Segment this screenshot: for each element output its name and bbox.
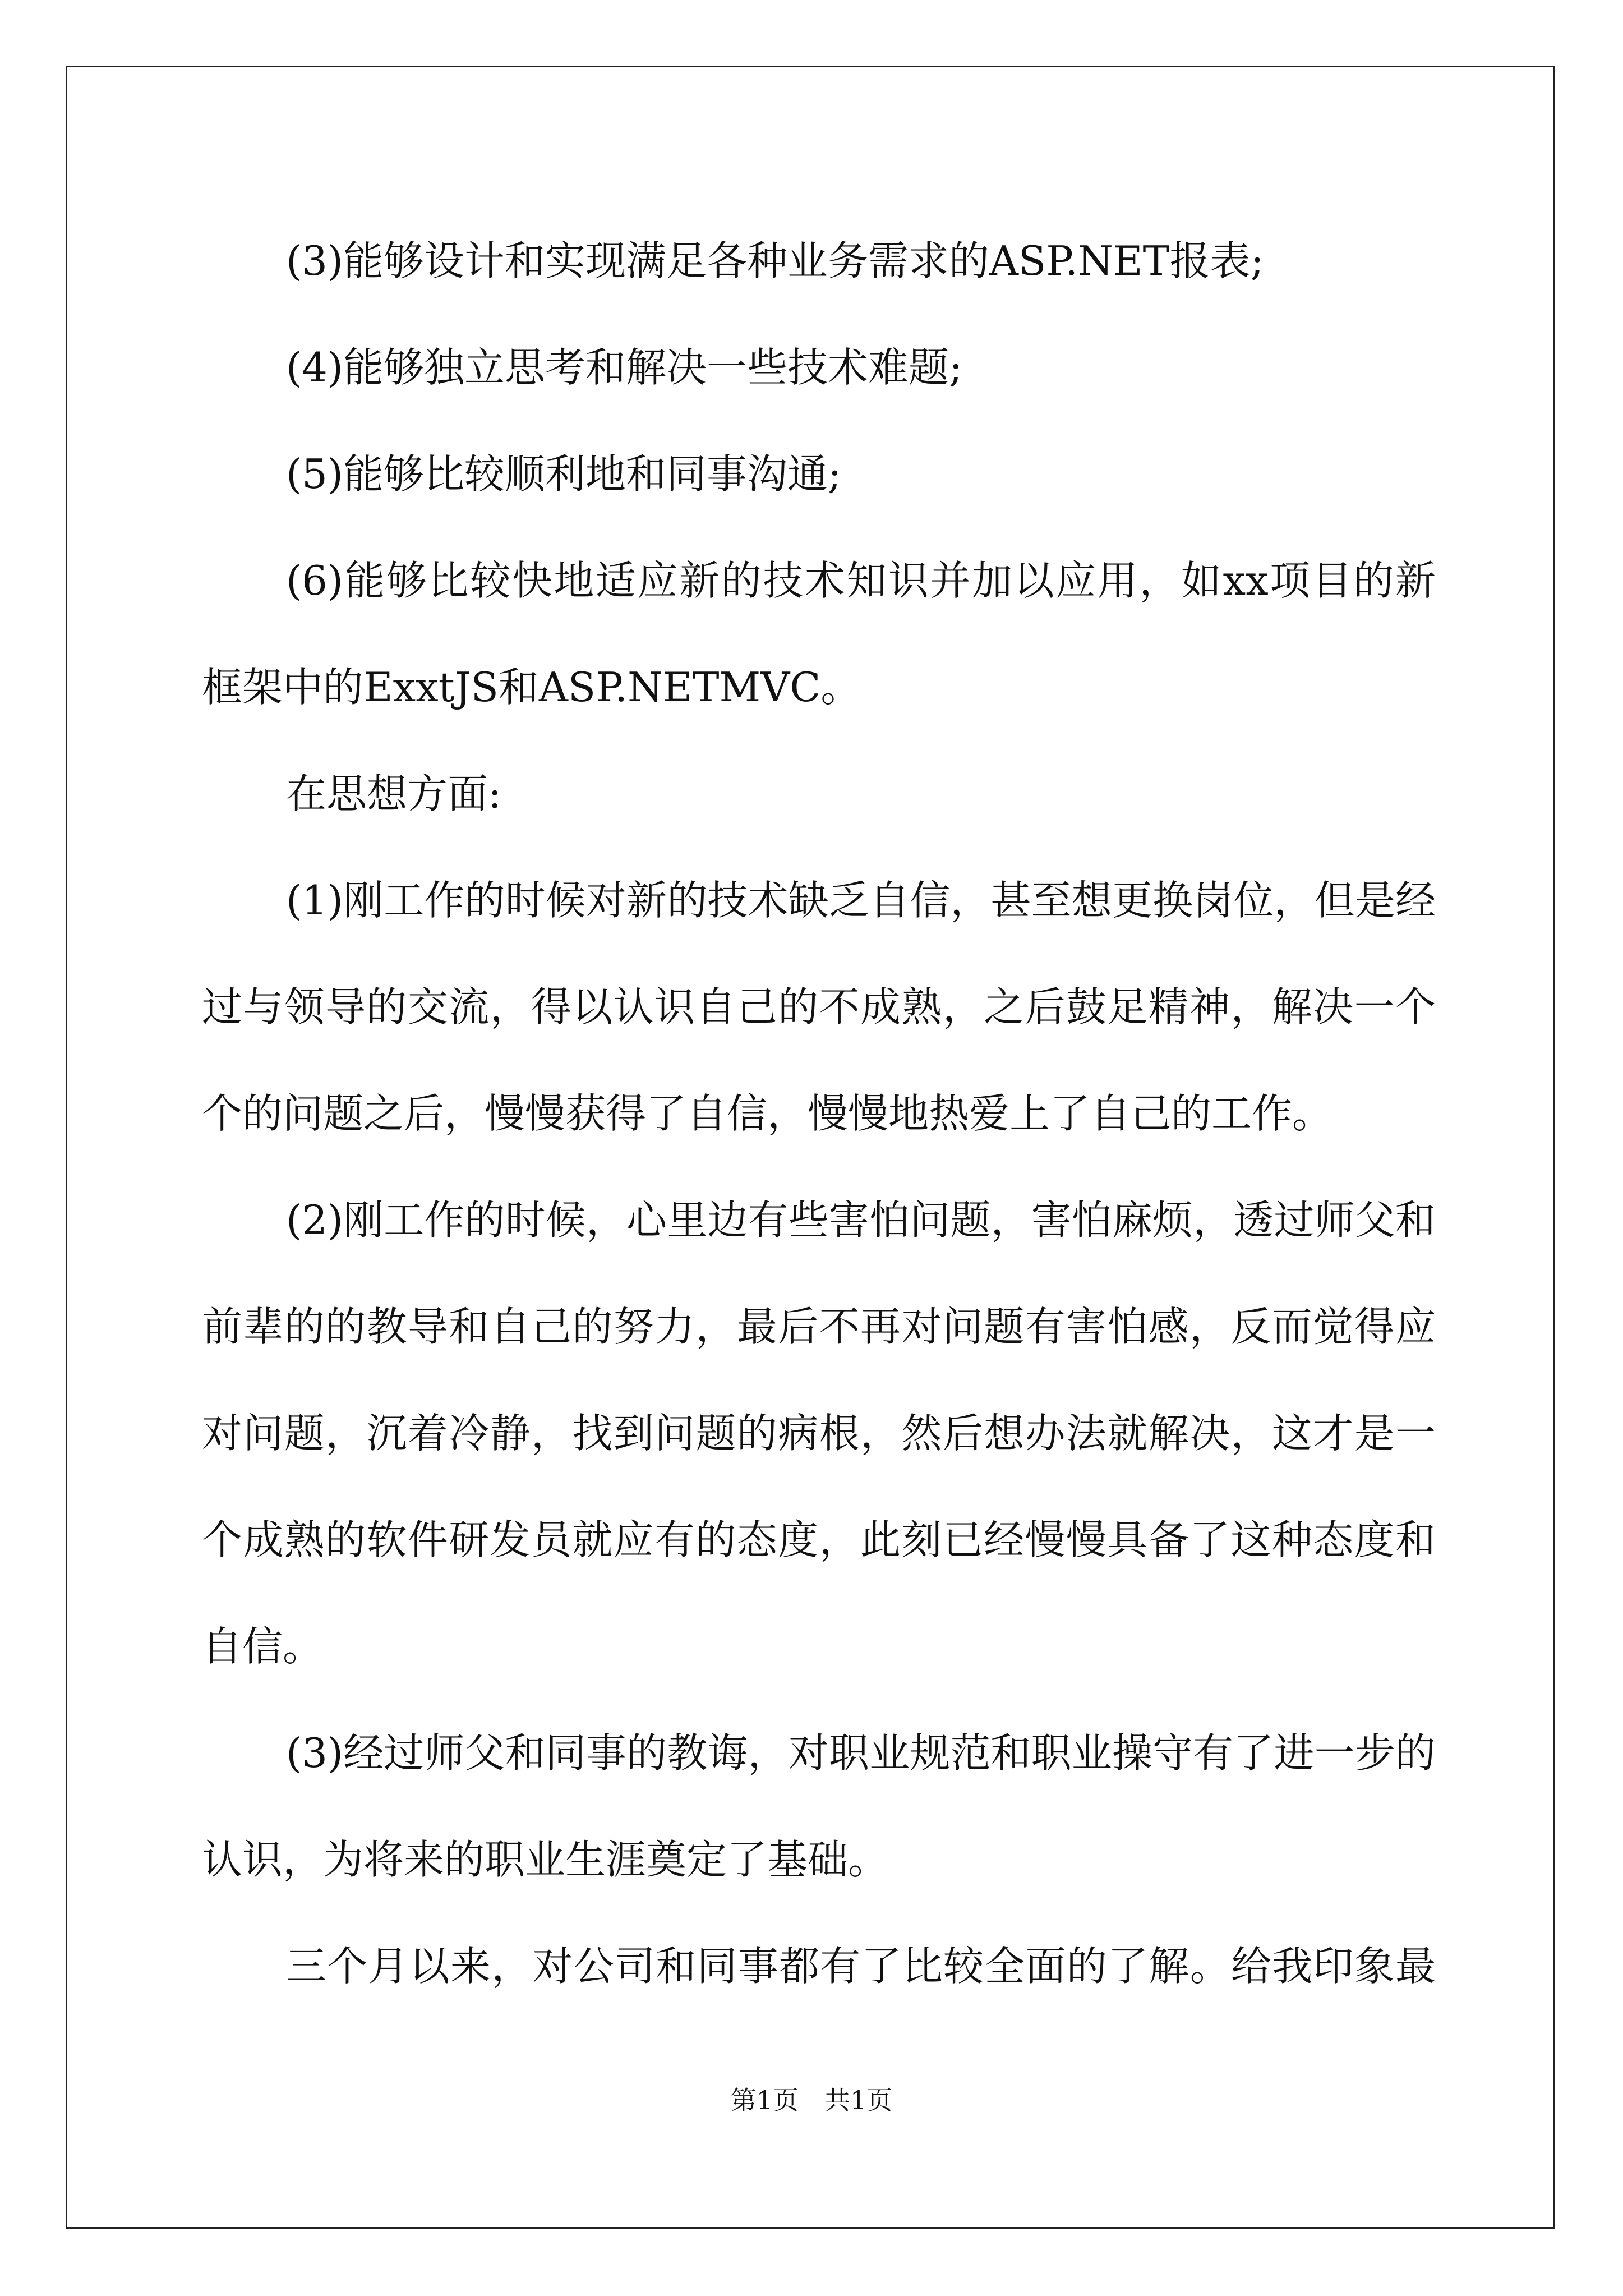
text-line: 框架中的ExxtJS和ASP.NETMVC。 (202, 664, 861, 711)
document-body (202, 208, 1436, 2019)
text-line: (5)能够比较顺利地和同事沟通; (286, 450, 842, 498)
text-line: 自信。 (202, 1623, 324, 1670)
text-line: (2)刚工作的时候，心里边有些害怕问题，害怕麻烦，透过师父和 (286, 1197, 1436, 1244)
text-line: (3)能够设计和实现满足各种业务需求的ASP.NET报表; (286, 237, 1264, 284)
text-line: 个成熟的软件研发员就应有的态度，此刻已经慢慢具备了这种态度和 (202, 1516, 1436, 1563)
text-line: 个的问题之后，慢慢获得了自信，慢慢地热爱上了自己的工作。 (202, 1090, 1333, 1137)
text-line: 三个月以来，对公司和同事都有了比较全面的了解。给我印象最 (286, 1943, 1436, 1990)
text-line: (6)能够比较快地适应新的技术知识并加以应用，如xx项目的新 (286, 557, 1436, 604)
text-line: 过与领导的交流，得以认识自己的不成熟，之后鼓足精神，解决一个 (202, 983, 1436, 1030)
page-footer: 第1页 共1页 (730, 2085, 893, 2115)
text-line: (3)经过师父和同事的教诲，对职业规范和职业操守有了进一步的 (286, 1729, 1436, 1777)
section-heading: 在思想方面: (286, 770, 502, 817)
text-line: 对问题，沉着冷静，找到问题的病根，然后想办法就解决，这才是一 (202, 1410, 1436, 1457)
text-line: (4)能够独立思考和解决一些技术难题; (286, 344, 963, 391)
text-line: (1)刚工作的时候对新的技术缺乏自信，甚至想更换岗位，但是经 (286, 877, 1436, 924)
text-line: 前辈的的教导和自己的努力，最后不再对问题有害怕感，反而觉得应 (202, 1303, 1436, 1350)
text-line: 认识，为将来的职业生涯奠定了基础。 (202, 1836, 889, 1883)
